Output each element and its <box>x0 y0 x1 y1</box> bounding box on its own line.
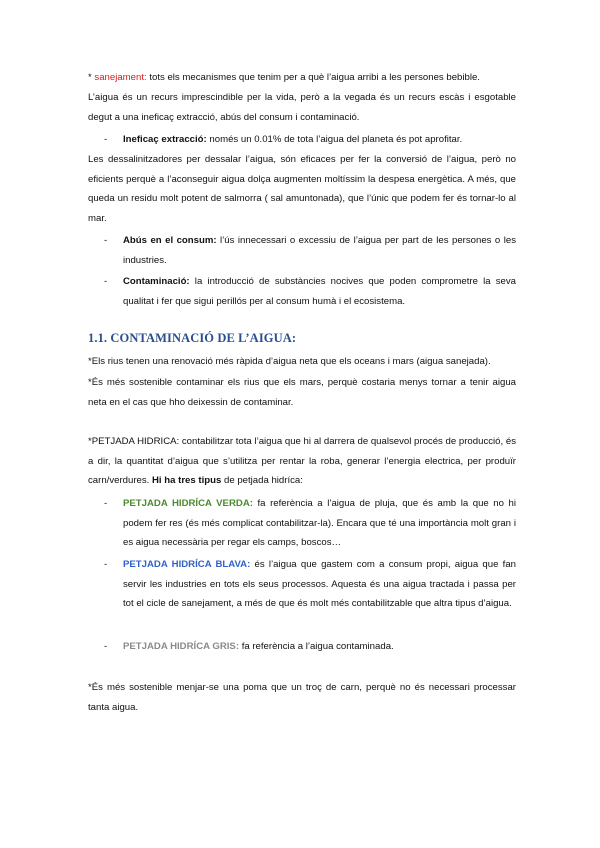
bullet-rest: només un 0.01% de tota l’aigua del planeta és pot aprofitar. <box>206 134 463 145</box>
bullet-rest: és l’aigua que gastem com a consum propi, aigua que fan servir les industries en tots els seus processos. Aquesta és una aigua tractada i passa per tot el cicle de sanejament, a més de que és molt més contabilitzable que altra tipus d’aigua. <box>123 559 516 610</box>
section-heading: 1.1. CONTAMINACIÓ DE L’AIGUA: <box>88 331 297 345</box>
sanejament-definition: tots els mecanismes que tenim per a què l’aigua arribi a les persones bebible. <box>146 72 480 83</box>
bullet-dash: - <box>104 276 108 287</box>
paragraph-petjada-hidrica <box>88 432 516 491</box>
paragraph-poma-carn: *És més sostenible menjar-se una poma que un troç de carn, perquè no és necessari processar tanta aigua. <box>88 682 516 713</box>
bullet-rest: fa referència a l’aigua contaminada. <box>239 641 394 652</box>
bullet-text <box>123 494 516 553</box>
bullet-rest: l’ús innecessari o excessiu de l’aigua per part de les persones o les industries. <box>123 235 516 266</box>
bullet-dash: - <box>104 134 108 145</box>
bullet-dash: - <box>104 498 108 509</box>
paragraph-aigua-recurs: L’aigua és un recurs imprescindible per la vida, però a la vegada és un recurs escàs i esgotable degut a una ineficaç extracció, abús del consum i contaminació. <box>88 92 516 123</box>
paragraph-rius-sostenible: *És més sostenible contaminar els rius que els mars, perquè costaria menys tornar a tenir aigua neta en el cas que hho deixessin de contaminar. <box>88 377 516 408</box>
bullet-term-green: PETJADA HIDRÍCA VERDA: <box>123 498 253 509</box>
bullet-term-grey: PETJADA HIDRÍCA GRIS: <box>123 641 240 652</box>
bullet-text <box>123 555 516 614</box>
petjada-tail: de petjada hidríca: <box>221 475 303 487</box>
bullet-term-blue: PETJADA HIDRÍCA BLAVA: <box>123 559 251 570</box>
bullet-term: Contaminació: <box>123 276 190 287</box>
bullet-text <box>123 231 516 270</box>
petjada-bold: Hi ha tres tipus <box>152 475 222 487</box>
bullet-term: Ineficaç extracció: <box>123 134 207 145</box>
paragraph-sanejament <box>88 68 516 88</box>
term-sanejament: sanejament: <box>94 72 147 83</box>
bullet-dash: - <box>104 641 108 652</box>
paragraph-rius-renovacio: *Els rius tenen una renovació més ràpida d’aigua neta que els oceans i mars (aigua sanejada). <box>88 356 491 367</box>
petjada-definition: *PETJADA HIDRICA: contabilitzar tota l’aigua que hi al darrera de qualsevol procés de producció, és a dir, la quantitat d’aigua que s’utilitza per rentar la roba, generar l’energia electrica, per produïr carn/verdures. <box>88 436 516 487</box>
bullet-term: Abús en el consum: <box>123 235 217 246</box>
paragraph-dessalinitzadores: Les dessalinitzadores per dessalar l’aigua, són eficaces per fer la conversió de l’aigua, però no eficients perquè a l’aconseguir aigua dolça augmenten moltíssim la despesa energètica. A més, que queda un residu molt potent de salmorra ( sal amuntonada), que l’únic que podem fer és tornar-lo al mar. <box>88 154 516 224</box>
bullet-rest: la introducció de substàncies nocives que poden comprometre la seva qualitat i fer que sigui perillós per al consum humà i el ecosistema. <box>123 276 516 307</box>
bullet-text <box>123 130 516 150</box>
bullet-text <box>123 637 516 657</box>
bullet-text <box>123 272 516 311</box>
bullet-dash: - <box>104 235 108 246</box>
bullet-dash: - <box>104 559 108 570</box>
bullet-rest: fa referència a l’aigua de pluja, que és amb la que no hi podem fer res (és més complicat contabilitzar-la). Encara que té una importància molt gran i es aigua necessària per regar els camps, boscos… <box>123 498 517 549</box>
asterisk: * <box>88 72 95 83</box>
